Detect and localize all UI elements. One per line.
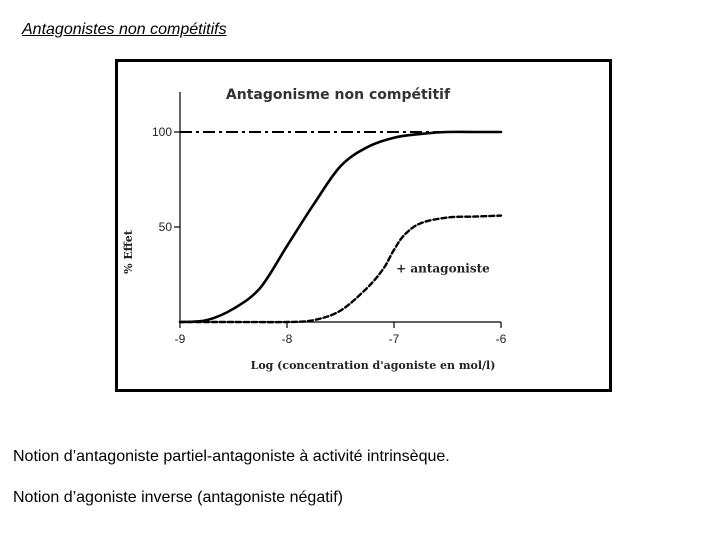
x-tick-label: -7 bbox=[388, 332, 400, 346]
axes bbox=[152, 92, 507, 346]
slide-title: Antagonistes non compétitifs bbox=[22, 21, 227, 38]
note-inverse-agonist: Notion d’agoniste inverse (antagoniste négatif) bbox=[13, 489, 343, 506]
series-line-agonist bbox=[180, 132, 501, 322]
annotation-antagonist: + antagoniste bbox=[396, 261, 490, 276]
y-tick-label: 50 bbox=[158, 220, 172, 234]
note-partial-antagonist: Notion d’antagoniste partiel-antagoniste à activité intrinsèque. bbox=[13, 448, 450, 465]
chart-frame bbox=[115, 59, 612, 392]
x-axis-label: Log (concentration d'agoniste en mol/l) bbox=[250, 359, 496, 372]
x-tick-label: -9 bbox=[174, 332, 186, 346]
y-tick-label: 100 bbox=[151, 125, 172, 139]
dose-response-chart bbox=[118, 62, 609, 389]
series-layer bbox=[180, 132, 501, 322]
annotation-layer bbox=[396, 262, 490, 276]
x-tick-label: -8 bbox=[281, 332, 293, 346]
x-tick-label: -6 bbox=[495, 332, 507, 346]
y-axis-label: % Effet bbox=[122, 230, 135, 274]
chart-title: Antagonisme non compétitif bbox=[225, 87, 451, 103]
